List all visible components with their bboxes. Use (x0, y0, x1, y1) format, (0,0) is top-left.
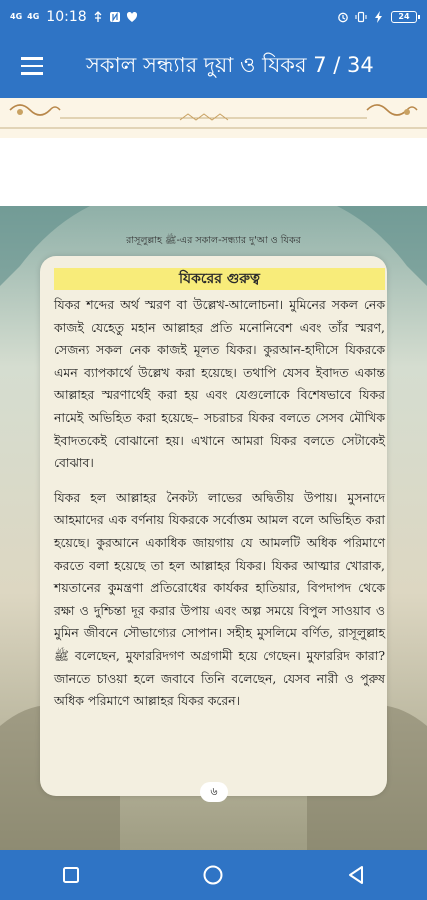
recents-button[interactable] (41, 855, 101, 895)
vibrate-icon (355, 11, 367, 23)
page-number-badge: ৬ (200, 782, 228, 802)
usb-icon (92, 11, 104, 23)
system-nav-bar (0, 850, 427, 900)
status-right (337, 11, 417, 23)
battery-indicator: 24 (391, 11, 417, 23)
alarm-icon (337, 11, 349, 23)
square-recents-icon (61, 865, 81, 885)
paragraph-2: যিকর হল আল্লাহর নৈকট্য লাভের অদ্বিতীয় উপায়। মুসনাদে আহমাদের এক বর্ণনায় যিকরকে সর্বোত্তম আমল বলে অভিহিত করা হয়েছে। কুরআনে একাধিক জায়গায় যে আমলটি অধিক পরিমাণে করতে বলা হয়েছে তা হল আল্লাহর যিকর। যিকর আত্মার খোরাক, শয়তানের কুমন্ত্রণা প্রতিরোধের কার্যকর হাতিয়ার, বিপদাপদ থেকে রক্ষা ও দুশ্চিন্তা দূর করার উপায় এবং অল্প সময়ে বিপুল সাওয়াব ও মুমিন জীবনে সৌভাগ্যের সোপান। সহীহ মুসলিমে বর্ণিত, রাসূলুল্লাহ ﷺ বলেছেন, মুফাররিদগণ অগ্রগামী হয়ে গেছেন। মুফাররিদ কারা? জানতে চাওয়া হলে জবাবে তিনি বলেছেন, যেসব নারী ও পুরুষ অধিক পরিমাণে আল্লাহর যিকর করেন। (54, 489, 385, 709)
paragraph-1: যিকর শব্দের অর্থ স্মরণ বা উল্লেখ-আলোচনা। মুমিনের সকল নেক কাজই যেহেতু মহান আল্লাহর প্রতি মনোনিবেশ এবং তাঁর স্মরণ, সেজন্য সকল নেক কাজই মূলত যিকর। কুরআন-হাদীসে যিকরকে এমন ব্যাপকার্থে উল্লেখ করা হয়েছে। তথাপি যেসব ইবাদত একান্ত আল্লাহর স্মরণার্থেই করা হয় এবং যেগুলোকে বিশেষভাবে যিকর নামেই অভিহিত করা হয়েছে– সচরাচর যিকর বলতে সেসব মৌখিক ইবাদতকেই বোঝানো হয়। এখানে আমরা যিকর বলতে সেটাকেই বোঝাব। (54, 297, 385, 471)
nfc-icon (109, 11, 121, 23)
status-bar (0, 0, 427, 34)
app-bar (0, 34, 427, 98)
page-title: সকাল সন্ধ্যার দুয়া ও যিকর 7 / 34 (86, 52, 374, 77)
content-card (40, 256, 387, 796)
signal-4g-1: 4G (10, 12, 23, 21)
previous-page-ornament (0, 98, 427, 138)
status-left (10, 9, 138, 25)
book-viewer[interactable] (0, 98, 427, 850)
charging-icon (373, 11, 385, 23)
hamburger-menu-icon[interactable] (0, 34, 64, 98)
circle-home-icon (202, 864, 224, 886)
app-notification-icon (126, 11, 138, 23)
book-running-header: রাসূলুল্লাহ ﷺ-এর সকাল-সন্ধ্যার দু'আ ও যিকর (126, 235, 301, 246)
status-time: 10:18 (46, 9, 87, 25)
home-button[interactable] (183, 855, 243, 895)
triangle-back-icon (346, 864, 366, 886)
back-button[interactable] (326, 855, 386, 895)
signal-4g-2: 4G (27, 12, 40, 21)
body-text (54, 294, 385, 725)
section-title: যিকরের গুরুত্ব (54, 268, 385, 290)
ornament-border-icon (0, 98, 427, 138)
book-page (0, 206, 427, 850)
